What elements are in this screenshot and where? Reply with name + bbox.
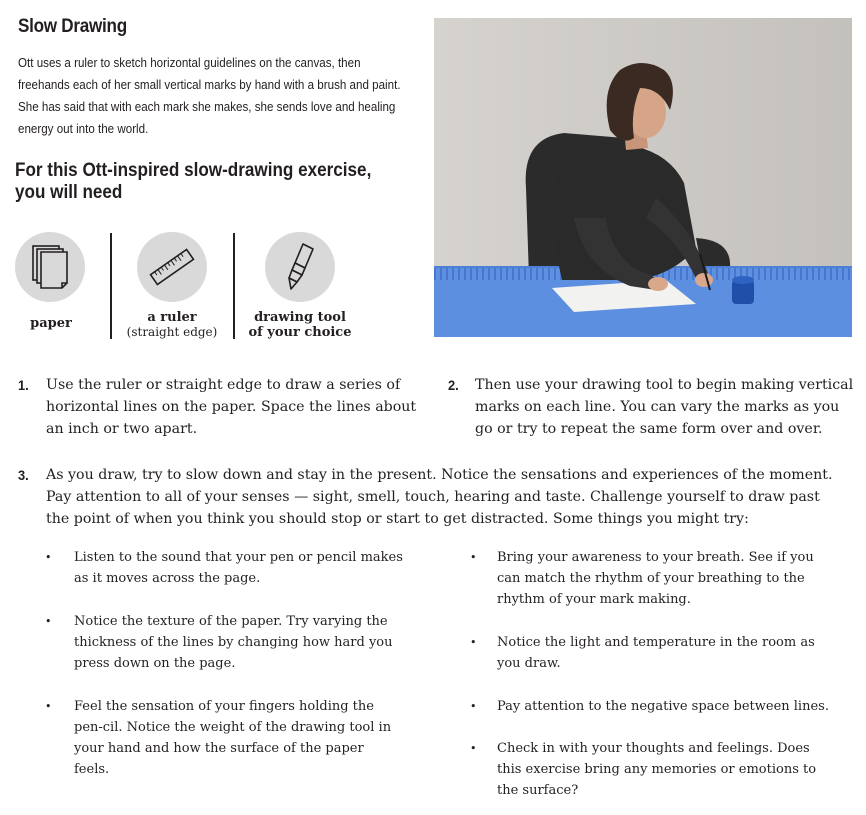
section-title: Slow Drawing xyxy=(18,16,127,37)
step-1-number: 1. xyxy=(18,377,29,393)
list-item: Feel the sensation of your fingers holding the pen-cil. Notice the weight of the drawing tool in your hand and how the surface of the paper feels. xyxy=(74,699,392,777)
ruler-icon xyxy=(137,232,207,302)
step-3-number: 3. xyxy=(18,467,29,483)
step-2-text: Then use your drawing tool to begin making vertical marks on each line. You can vary the marks as you go or try to repeat the same form over and over. xyxy=(475,377,854,437)
list-item: Check in with your thoughts and feelings. Does this exercise bring any memories or emotions to the surface? xyxy=(497,741,817,798)
supply-sublabel-drawing-tool: of your choice xyxy=(248,325,352,340)
bullet-marker: • xyxy=(470,700,477,713)
bullet-marker: • xyxy=(470,742,477,755)
bullet-marker: • xyxy=(45,551,52,564)
step-1-text: Use the ruler or straight edge to draw a series of horizontal lines on the paper. Space the lines about an inch or two apart. xyxy=(46,377,417,437)
step-2-number: 2. xyxy=(448,377,459,393)
supply-divider xyxy=(233,233,235,339)
photo-woman-drawing xyxy=(434,18,852,337)
list-item: Bring your awareness to your breath. See if you can match the rhythm of your breathing to the rhythm of your mark making. xyxy=(497,550,814,607)
paper-stack-icon xyxy=(15,232,85,302)
bullet-marker: • xyxy=(45,615,52,628)
bullet-marker: • xyxy=(470,551,477,564)
bullet-marker: • xyxy=(470,636,477,649)
list-item: Listen to the sound that your pen or pencil makes as it moves across the page. xyxy=(74,550,403,586)
supply-label-drawing-tool: drawing tool xyxy=(254,310,346,325)
supplies-heading: For this Ott-inspired slow-drawing exercise, you will need xyxy=(15,160,372,203)
list-item: Notice the light and temperature in the room as you draw. xyxy=(497,635,815,671)
intro-paragraph: Ott uses a ruler to sketch horizontal guidelines on the canvas, then freehands each of her small vertical marks by hand with a brush and paint. She has said that with each mark she makes, she sends love and healing energy out into the world. xyxy=(18,55,401,136)
supply-divider xyxy=(110,233,112,339)
list-item: Notice the texture of the paper. Try varying the thickness of the lines by changing how hard you press down on the page. xyxy=(74,614,393,671)
highlighter-icon xyxy=(265,232,335,302)
step-3-text: As you draw, try to slow down and stay in the present. Notice the sensations and experiences of the moment. Pay attention to all of your senses — sight, smell, touch, hearing and taste. Challenge yourself to draw past the point of when you think you should stop or start to get distracted. Some things you might try: xyxy=(46,467,833,527)
list-item: Pay attention to the negative space between lines. xyxy=(497,699,829,714)
bullet-marker: • xyxy=(45,700,52,713)
supply-label-ruler: a ruler xyxy=(147,310,197,325)
supply-label-paper: paper xyxy=(30,316,72,331)
supply-sublabel-ruler: (straight edge) xyxy=(126,325,218,339)
